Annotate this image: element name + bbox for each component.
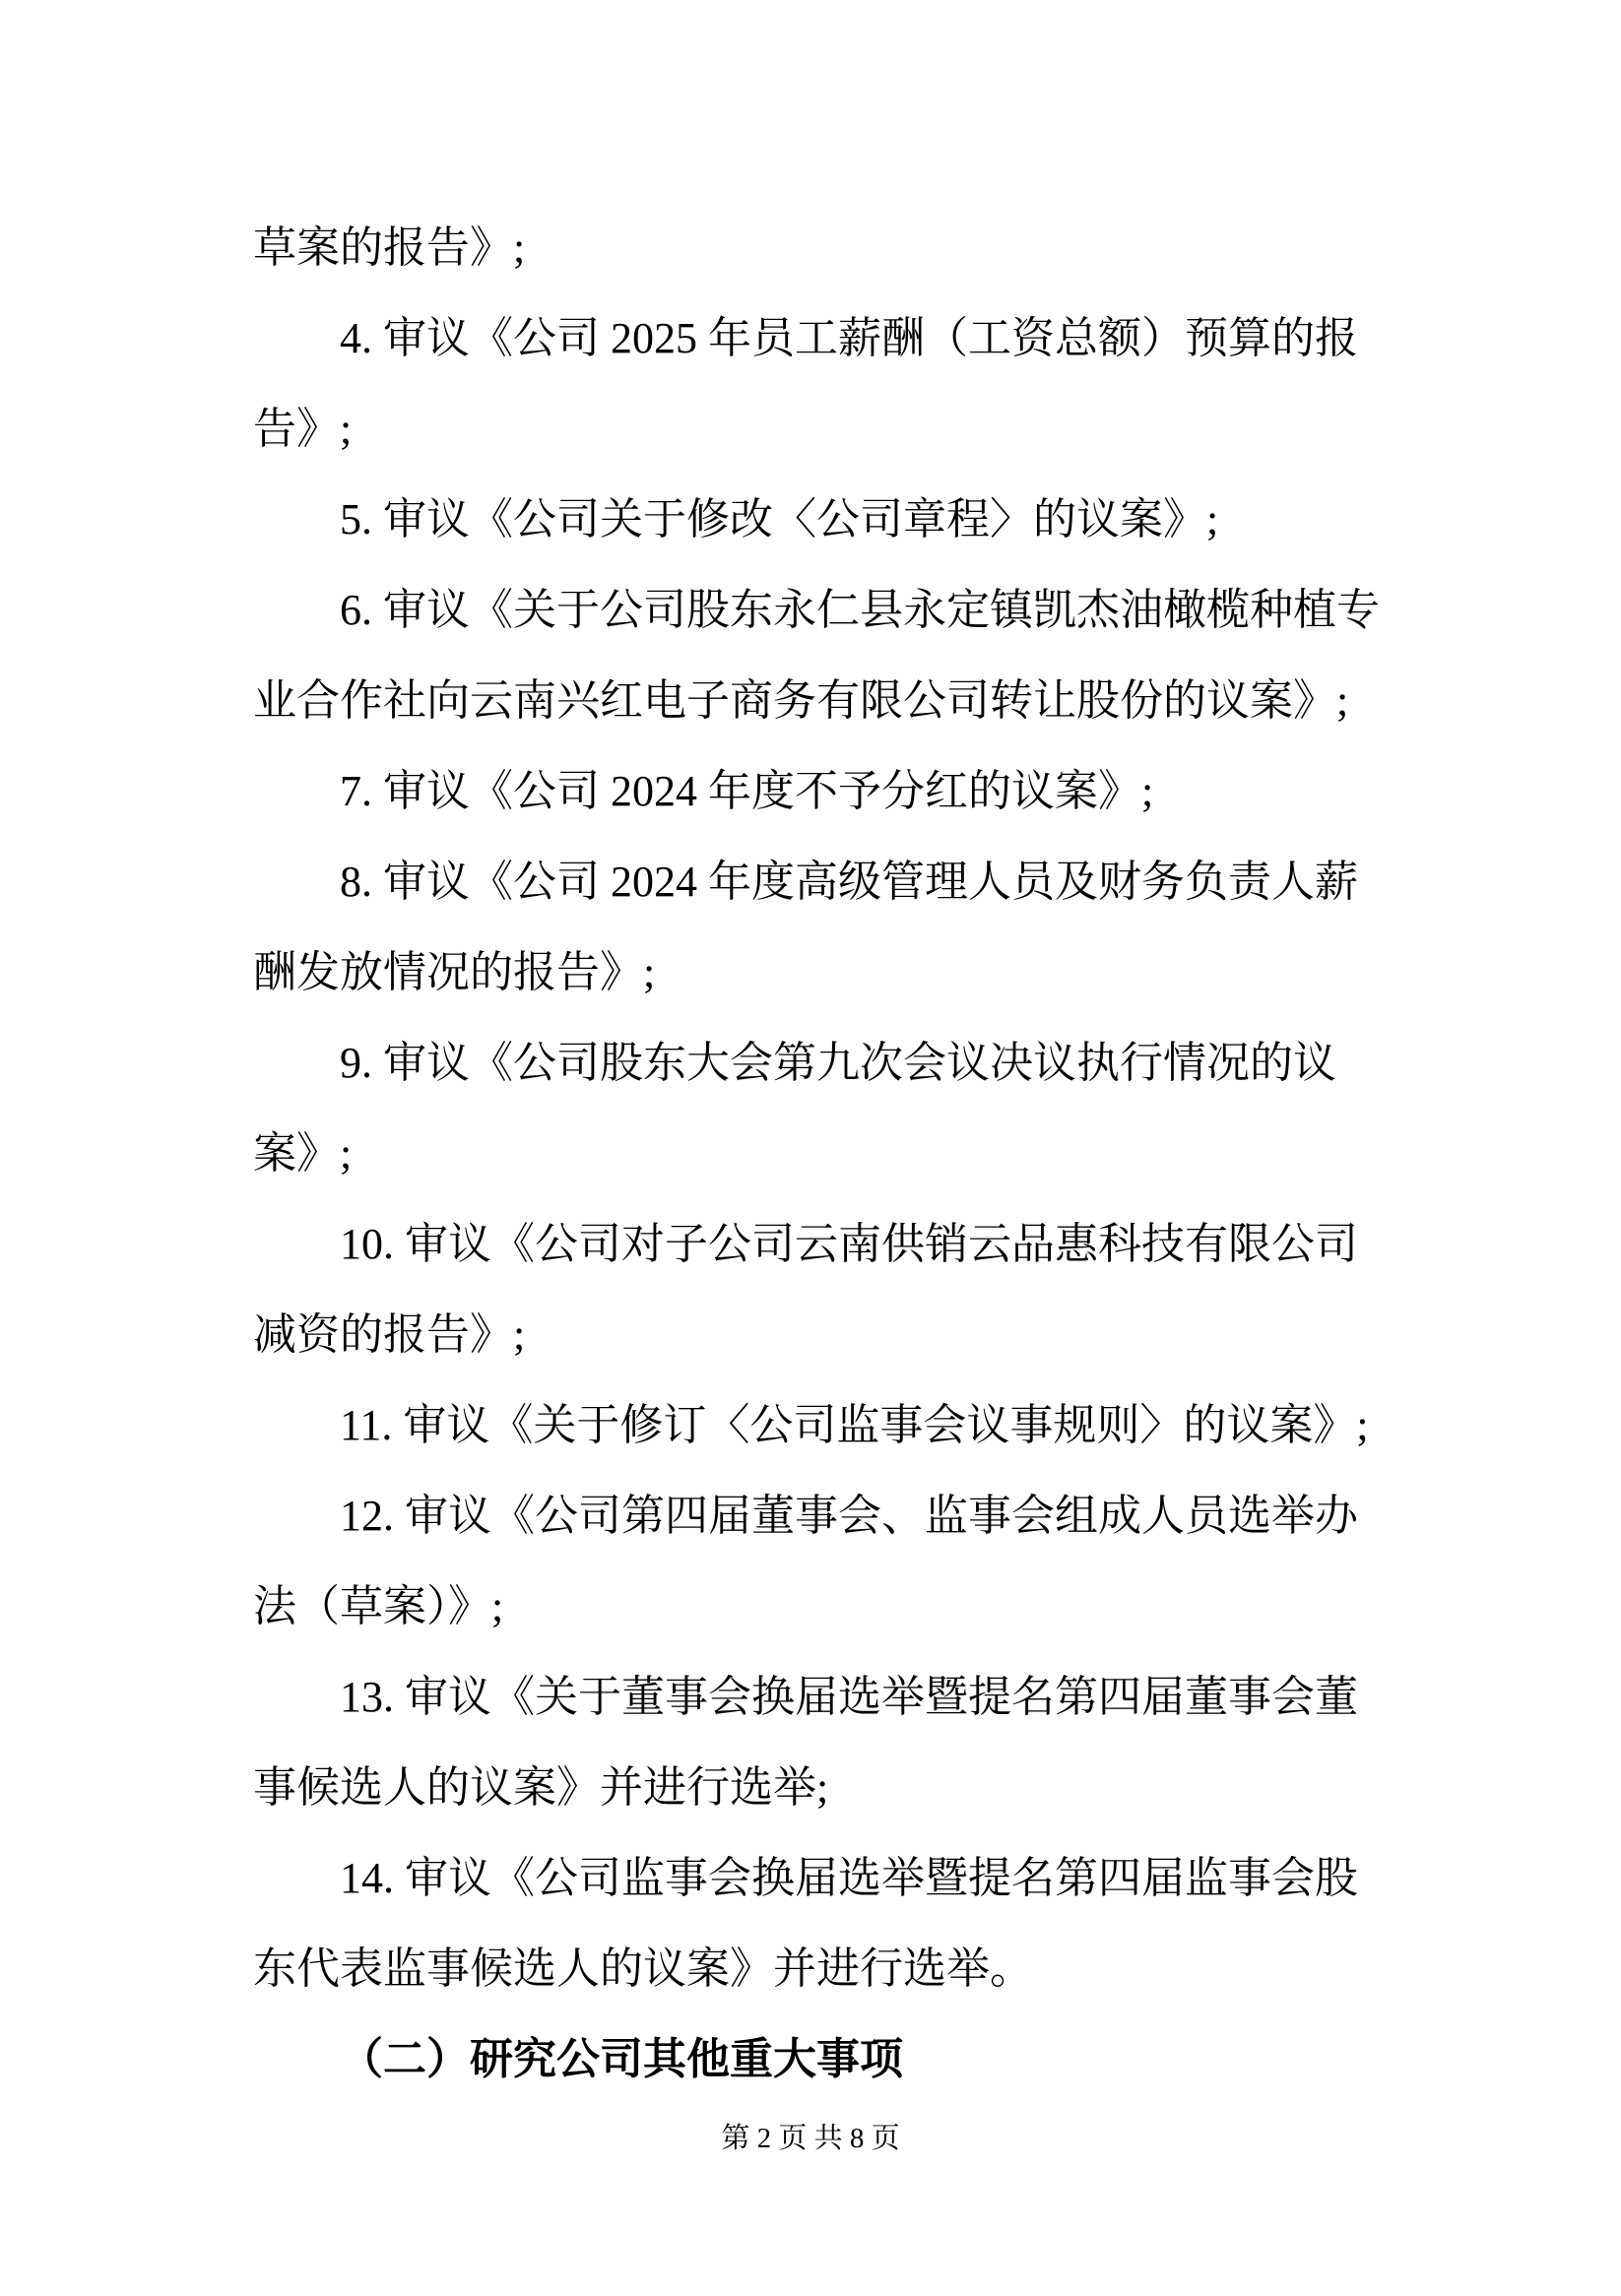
list-item-4-line: 4. 审议《公司 2025 年员工薪酬（工资总额）预算的报 <box>340 314 1358 362</box>
text-line: 业合作社向云南兴红电子商务有限公司转让股份的议案》; <box>253 676 1349 725</box>
section-heading: （二）研究公司其他重大事项 <box>340 2035 903 2083</box>
list-item-12-line: 12. 审议《公司第四届董事会、监事会组成人员选举办 <box>340 1492 1358 1540</box>
text-line: 告》; <box>253 405 353 453</box>
text-line: 法（草案）》; <box>253 1582 504 1630</box>
list-item-11-line: 11. 审议《关于修订〈公司监事会议事规则〉的议案》; <box>340 1401 1369 1449</box>
text-line: 事候选人的议案》并进行选举; <box>253 1763 829 1812</box>
list-item-9-line: 9. 审议《公司股东大会第九次会议决议执行情况的议 <box>340 1039 1336 1087</box>
list-item-5-line: 5. 审议《公司关于修改〈公司章程〉的议案》; <box>340 495 1219 543</box>
text-line: 案》; <box>253 1129 353 1178</box>
text-line: 东代表监事候选人的议案》并进行选举。 <box>253 1945 1033 1993</box>
text-line: 酬发放情况的报告》; <box>253 948 656 996</box>
list-item-8-line: 8. 审议《公司 2024 年度高级管理人员及财务负责人薪 <box>340 858 1358 906</box>
document-body <box>253 203 1381 2105</box>
list-item-13-line: 13. 审议《关于董事会换届选举暨提名第四届董事会董 <box>340 1673 1358 1721</box>
text-line: 草案的报告》; <box>253 223 526 272</box>
text-line: 减资的报告》; <box>253 1310 526 1359</box>
page-footer: 第 2 页 共 8 页 <box>721 2123 900 2154</box>
list-item-7-line: 7. 审议《公司 2024 年度不予分红的议案》; <box>340 767 1154 815</box>
list-item-14-line: 14. 审议《公司监事会换届选举暨提名第四届监事会股 <box>340 1854 1358 1902</box>
list-item-10-line: 10. 审议《公司对子公司云南供销云品惠科技有限公司 <box>340 1220 1358 1268</box>
list-item-6-line: 6. 审议《关于公司股东永仁县永定镇凯杰油橄榄种植专 <box>340 586 1380 634</box>
